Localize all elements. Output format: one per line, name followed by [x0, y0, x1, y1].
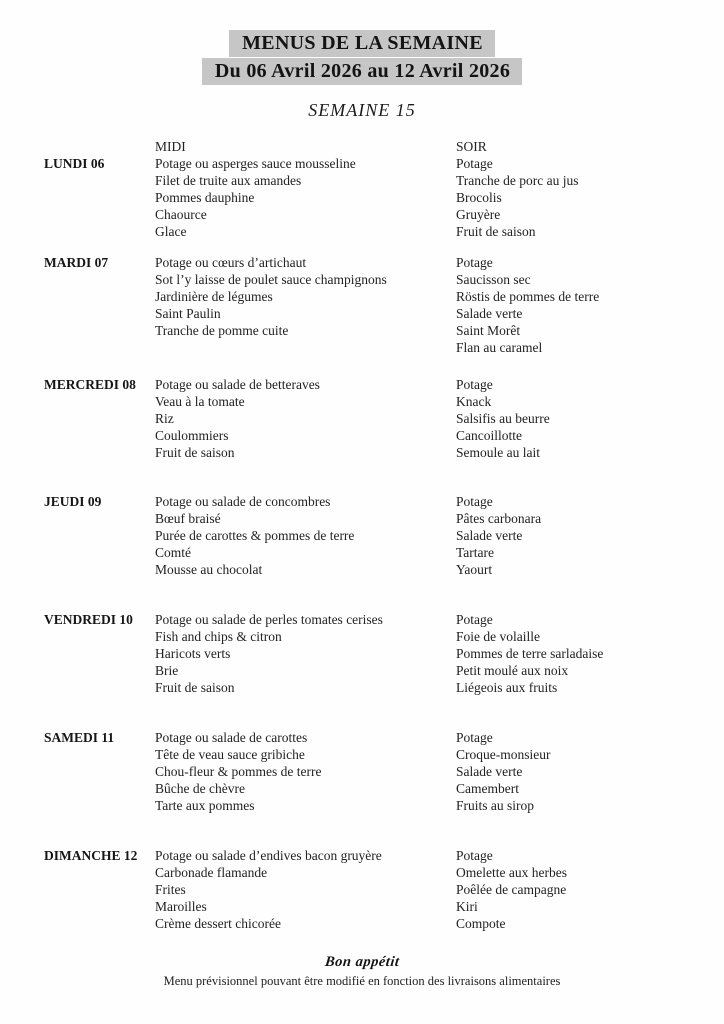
- menu-item: Cancoillotte: [456, 428, 522, 443]
- menu-item: Bûche de chèvre: [155, 781, 245, 796]
- document-header: [0, 0, 724, 86]
- menu-item: Potage ou cœurs d’artichaut: [155, 255, 307, 270]
- menu-item: Potage: [456, 730, 493, 745]
- menu-item: Coulommiers: [155, 428, 229, 443]
- menu-item: Potage ou salade de concombres: [155, 494, 331, 509]
- menu-item: Saint Morêt: [456, 323, 521, 338]
- midi-menu-list: [155, 155, 456, 240]
- day-row: [44, 611, 714, 696]
- menu-item: Pommes dauphine: [155, 190, 255, 205]
- days-container: [44, 155, 714, 932]
- menu-item: Croque-monsieur: [456, 747, 551, 762]
- menu-item: Compote: [456, 916, 506, 931]
- footer-note: Menu prévisionnel pouvant être modifié en fonction des livraisons alimentaires: [163, 974, 561, 988]
- menu-item: Frites: [155, 882, 186, 897]
- menu-item: Potage: [456, 494, 493, 509]
- menu-item: Brie: [155, 663, 179, 678]
- menu-item: Tranche de porc au jus: [456, 173, 579, 188]
- menu-item: Knack: [456, 394, 492, 409]
- menu-item: Potage ou salade de betteraves: [155, 377, 320, 392]
- menu-item: Kiri: [456, 899, 478, 914]
- menu-item: Veau à la tomate: [155, 394, 245, 409]
- soir-menu-list: [456, 376, 714, 461]
- day-label: JEUDI 09: [44, 494, 102, 509]
- date-range: Du 06 Avril 2026 au 12 Avril 2026: [202, 58, 522, 85]
- menu-item: Tarte aux pommes: [155, 798, 255, 813]
- menu-item: Yaourt: [456, 562, 493, 577]
- menu-item: Potage: [456, 848, 493, 863]
- menu-item: Fruit de saison: [456, 224, 536, 239]
- soir-menu-list: [456, 611, 714, 696]
- menu-item: Potage: [456, 612, 493, 627]
- menu-item: Potage ou salade de perles tomates cerises: [155, 612, 383, 627]
- day-label: DIMANCHE 12: [44, 848, 138, 863]
- menu-item: Petit moulé aux noix: [456, 663, 569, 678]
- menu-item: Salade verte: [456, 306, 523, 321]
- menu-item: Bœuf braisé: [155, 511, 221, 526]
- menu-item: Saint Paulin: [155, 306, 221, 321]
- menu-item: Brocolis: [456, 190, 502, 205]
- midi-menu-list: [155, 493, 456, 578]
- midi-menu-list: [155, 847, 456, 932]
- menu-item: Mousse au chocolat: [155, 562, 263, 577]
- menu-item: Röstis de pommes de terre: [456, 289, 600, 304]
- menu-item: Potage ou salade de carottes: [155, 730, 308, 745]
- day-label: VENDREDI 10: [44, 612, 133, 627]
- midi-menu-list: [155, 611, 456, 696]
- midi-menu-list: [155, 729, 456, 814]
- menu-item: Liégeois aux fruits: [456, 680, 558, 695]
- soir-menu-list: [456, 847, 714, 932]
- week-number: SEMAINE 15: [308, 100, 416, 120]
- menu-item: Omelette aux herbes: [456, 865, 567, 880]
- soir-menu-list: [456, 729, 714, 814]
- column-header-soir: SOIR: [456, 139, 487, 154]
- menu-item: Poêlée de campagne: [456, 882, 567, 897]
- menu-item: Salsifis au beurre: [456, 411, 550, 426]
- day-column-spacer: [44, 138, 155, 155]
- menu-item: Fruit de saison: [155, 680, 235, 695]
- menu-item: Fish and chips & citron: [155, 629, 282, 644]
- soir-menu-list: [456, 493, 714, 578]
- menu-item: Foie de volaille: [456, 629, 540, 644]
- menu-item: Potage: [456, 156, 493, 171]
- column-headers: [44, 138, 714, 155]
- menu-item: Potage: [456, 255, 493, 270]
- menu-item: Sot l’y laisse de poulet sauce champignons: [155, 272, 387, 287]
- menu-item: Tartare: [456, 545, 495, 560]
- menu-item: Potage ou asperges sauce mousseline: [155, 156, 356, 171]
- menu-item: Chaource: [155, 207, 207, 222]
- menu-item: Pommes de terre sarladaise: [456, 646, 604, 661]
- menu-item: Chou-fleur & pommes de terre: [155, 764, 322, 779]
- column-header-midi: MIDI: [155, 139, 186, 154]
- midi-menu-list: [155, 376, 456, 461]
- day-label: LUNDI 06: [44, 156, 105, 171]
- menu-item: Filet de truite aux amandes: [155, 173, 302, 188]
- menu-item: Salade verte: [456, 528, 523, 543]
- menu-item: Carbonade flamande: [155, 865, 268, 880]
- menu-item: Potage ou salade d’endives bacon gruyère: [155, 848, 382, 863]
- menu-table: [0, 138, 724, 932]
- day-row: [44, 155, 714, 240]
- menu-item: Gruyère: [456, 207, 501, 222]
- menu-item: Maroilles: [155, 899, 207, 914]
- menu-item: Crème dessert chicorée: [155, 916, 281, 931]
- menu-item: Jardinière de légumes: [155, 289, 273, 304]
- menu-item: Pâtes carbonara: [456, 511, 542, 526]
- day-row: [44, 729, 714, 814]
- midi-menu-list: [155, 254, 456, 356]
- menu-item: Fruit de saison: [155, 445, 235, 460]
- soir-menu-list: [456, 155, 714, 240]
- day-row: [44, 376, 714, 461]
- page-title: MENUS DE LA SEMAINE: [229, 30, 495, 57]
- bon-appetit-script: Bon appétit: [324, 954, 401, 970]
- menu-item: Comté: [155, 545, 191, 560]
- menu-item: Haricots verts: [155, 646, 231, 661]
- menu-item: Salade verte: [456, 764, 523, 779]
- menu-item: Tranche de pomme cuite: [155, 323, 289, 338]
- menu-item: Purée de carottes & pommes de terre: [155, 528, 355, 543]
- bon-appetit-message: [0, 954, 724, 971]
- menu-item: Camembert: [456, 781, 519, 796]
- menu-item: Semoule au lait: [456, 445, 540, 460]
- menu-item: Fruits au sirop: [456, 798, 535, 813]
- day-label: MARDI 07: [44, 255, 109, 270]
- day-label: MERCREDI 08: [44, 377, 136, 392]
- day-row: [44, 493, 714, 578]
- menu-item: Saucisson sec: [456, 272, 531, 287]
- soir-menu-list: [456, 254, 714, 356]
- menu-item: Glace: [155, 224, 187, 239]
- menu-item: Riz: [155, 411, 174, 426]
- menu-item: Flan au caramel: [456, 340, 543, 355]
- menu-item: Tête de veau sauce gribiche: [155, 747, 305, 762]
- day-row: [44, 254, 714, 356]
- day-row: [44, 847, 714, 932]
- day-label: SAMEDI 11: [44, 730, 115, 745]
- menu-item: Potage: [456, 377, 493, 392]
